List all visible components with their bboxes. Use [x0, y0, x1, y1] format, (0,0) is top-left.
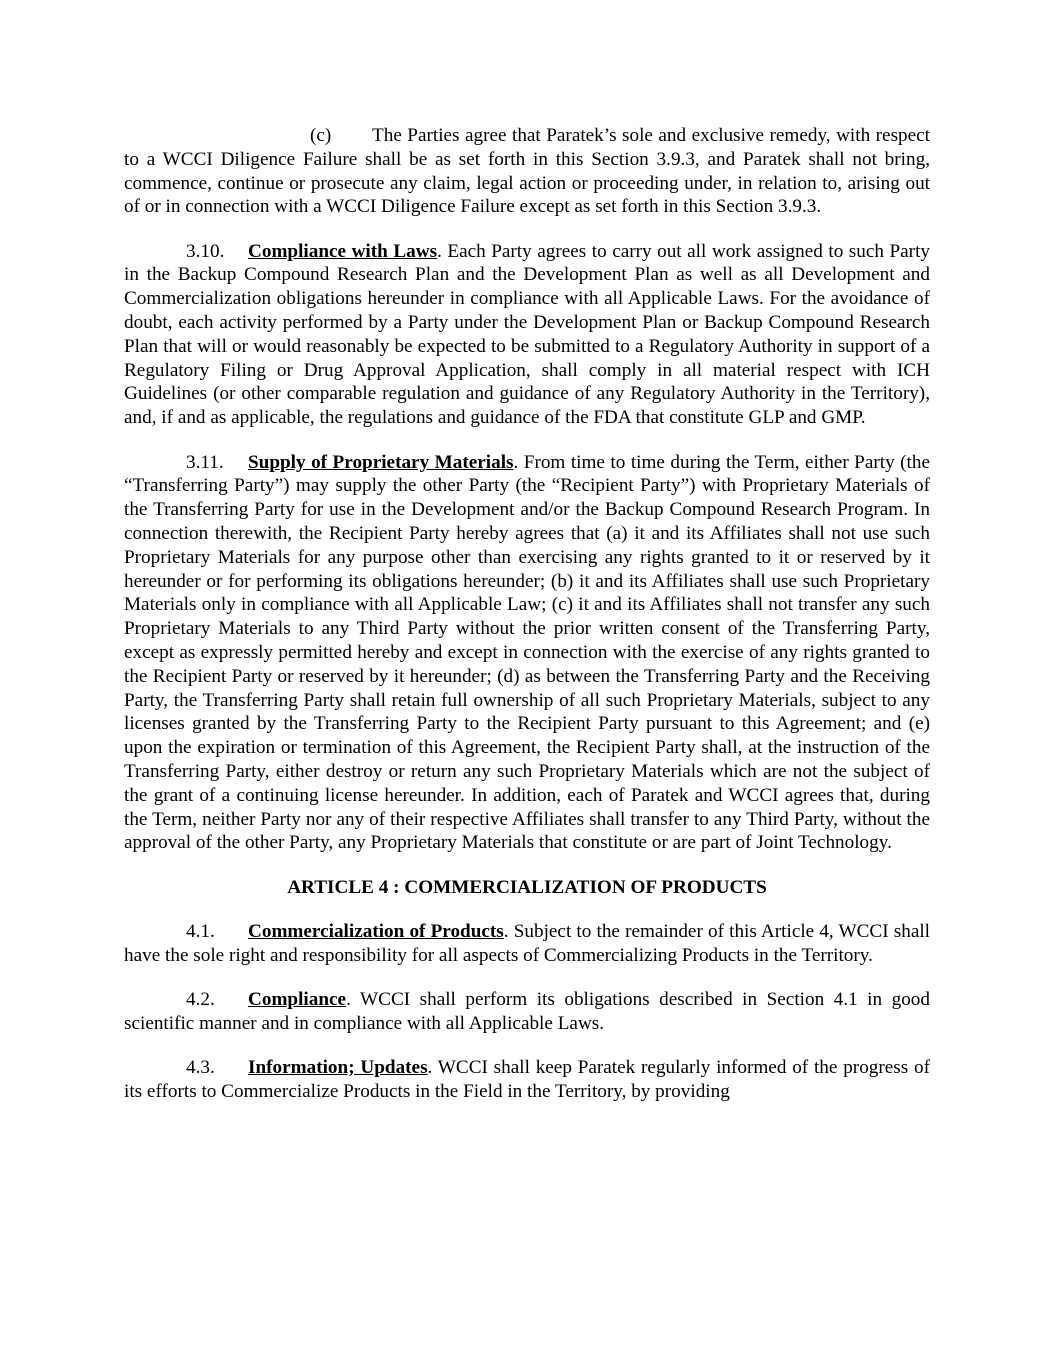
section-3-11: [124, 451, 930, 856]
clause-number: (c): [310, 125, 332, 146]
section-4-1: [124, 920, 930, 968]
section-number: 4.2.: [186, 989, 215, 1010]
paragraph-3-9-3-c: [124, 124, 930, 219]
section-number: 3.11.: [186, 451, 224, 473]
section-text: . WCCI shall perform its obligations described in Section 4.1 in good scientific manner and in compliance with all Applicable Laws.: [124, 989, 930, 1034]
section-number: 4.1.: [186, 920, 215, 942]
section-number: 3.10.: [186, 240, 225, 262]
section-text: . Subject to the remainder of this Article 4, WCCI shall have the sole right and responsibility for all aspects of Commercializing Products in the Territory.: [124, 920, 930, 966]
section-heading: Compliance: [248, 989, 347, 1010]
section-heading: Information; Updates: [248, 1057, 428, 1079]
section-heading: Supply of Proprietary Materials: [248, 451, 514, 473]
section-4-2: [124, 988, 930, 1036]
section-4-3: [124, 1056, 930, 1104]
section-text: . WCCI shall keep Paratek regularly informed of the progress of its efforts to Commercialize Products in the Field in the Territory, by providing: [124, 1057, 930, 1102]
section-number: 4.3.: [186, 1057, 215, 1079]
section-text: . Each Party agrees to carry out all work assigned to such Party in the Backup Compound Research Plan and the Development Plan as well as all Development and Commercialization obligations hereunder in compliance with all Applicable Laws. For the avoidance of doubt, each activity performed by a Party under the Development Plan or Backup Compound Research Plan that will or would reasonably be expected to be submitted to a Regulatory Authority in support of a Regulatory Filing or Drug Approval Application, shall comply in all material respect with ICH Guidelines (or other comparable regulation and guidance of any Regulatory Authority in the Territory), and, if and as applicable, the regulations and guidance of the FDA that constitute GLP and GMP.: [124, 240, 930, 429]
document-page: [124, 124, 930, 1124]
section-heading: Commercialization of Products: [248, 920, 504, 942]
paragraph-text: The Parties agree that Paratek’s sole and exclusive remedy, with respect to a WCCI Diligence Failure shall be as set forth in this Section 3.9.3, and Paratek shall not bring, commence, continue or prosecute any claim, legal action or proceeding under, in relation to, arising out of or in connection with a WCCI Diligence Failure except as set forth in this Section 3.9.3.: [124, 125, 930, 218]
article-4-heading: ARTICLE 4 : COMMERCIALIZATION OF PRODUCTS: [287, 876, 767, 898]
section-heading: Compliance with Laws: [248, 240, 438, 262]
section-3-10: [124, 240, 930, 430]
section-text: . From time to time during the Term, either Party (the “Transferring Party”) may supply the other Party (the “Recipient Party”) with Proprietary Materials of the Transferring Party for use in the Development and/or the Backup Compound Research Program. In connection therewith, the Recipient Party hereby agrees that (a) it and its Affiliates shall not use such Proprietary Materials for any purpose other than exercising any rights granted to it or reserved by it hereunder or for performing its obligations hereunder; (b) it and its Affiliates shall use such Proprietary Materials only in compliance with all Applicable Law; (c) it and its Affiliates shall not transfer any such Proprietary Materials to any Third Party without the prior written consent of the Transferring Party, except as expressly permitted hereby and except in connection with the exercise of any rights granted to the Recipient Party or reserved by it hereunder; (d) as between the Transferring Party and the Receiving Party, the Transferring Party shall retain full ownership of all such Proprietary Materials, subject to any licenses granted by the Transferring Party to the Recipient Party pursuant to this Agreement; and (e) upon the expiration or termination of this Agreement, the Recipient Party shall, at the instruction of the Transferring Party, either destroy or return any such Proprietary Materials which are not the subject of the grant of a continuing license hereunder. In addition, each of Paratek and WCCI agrees that, during the Term, neither Party nor any of their respective Affiliates shall transfer to any Third Party, without the approval of the other Party, any Proprietary Materials that constitute or are part of Joint Technology.: [124, 451, 930, 854]
